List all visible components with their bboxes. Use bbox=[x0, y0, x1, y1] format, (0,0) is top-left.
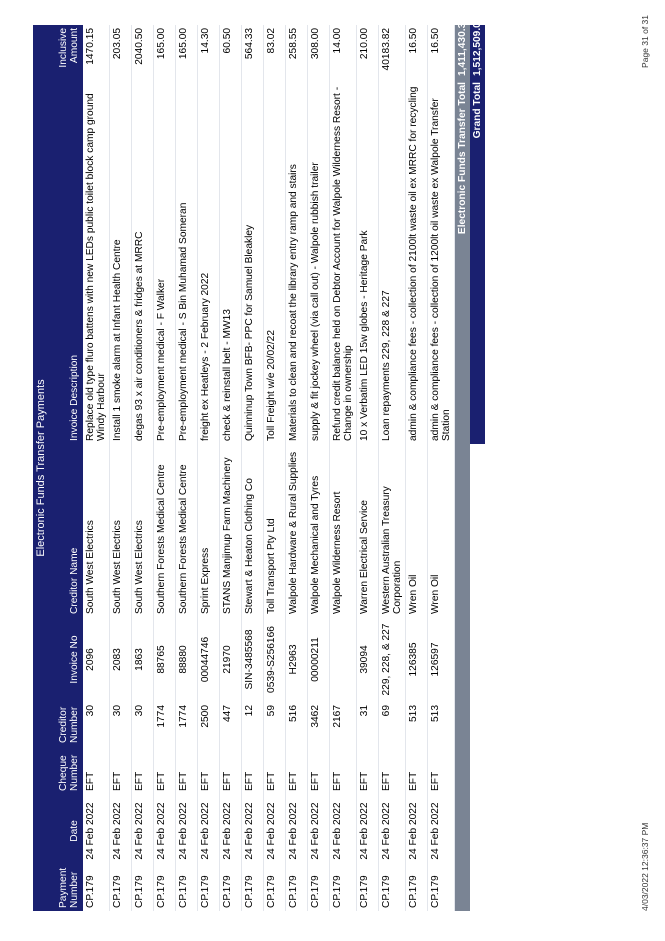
cell-invoice-description: Materials to clean and recoat the library entry ramp and stairs bbox=[285, 79, 307, 444]
table-row bbox=[153, 25, 175, 911]
cell-inclusive-amount: 14.30 bbox=[197, 25, 219, 79]
cell-creditor-name: Walpole Mechanical and Tyres bbox=[307, 444, 329, 617]
cell-invoice-no: 126597 bbox=[427, 617, 454, 702]
cell-inclusive-amount: 40183.82 bbox=[378, 25, 405, 79]
cell-inclusive-amount: 308.00 bbox=[307, 25, 329, 79]
cell-invoice-no: SIN-3485568 bbox=[241, 617, 263, 702]
cell-payment-number: CP.179 bbox=[153, 868, 175, 911]
table-row bbox=[356, 25, 378, 911]
cell-creditor-number: 516 bbox=[285, 702, 307, 746]
cell-cheque-number: EFT bbox=[175, 746, 197, 794]
eft-total-row bbox=[454, 25, 470, 911]
cell-cheque-number: EFT bbox=[405, 746, 427, 794]
table-row bbox=[83, 25, 110, 911]
col-invoice-no: Invoice No bbox=[51, 617, 83, 702]
col-payment-number: Payment Number bbox=[51, 868, 83, 911]
table-row bbox=[329, 25, 356, 911]
cell-creditor-name: South West Electrics bbox=[109, 444, 131, 617]
cell-date: 24 Feb 2022 bbox=[356, 794, 378, 868]
table-row bbox=[285, 25, 307, 911]
cell-inclusive-amount: 564.33 bbox=[241, 25, 263, 79]
cell-creditor-name: Southern Forests Medical Centre bbox=[153, 444, 175, 617]
cell-invoice-description: Pre-employment medical - S Bin Muhamad Someran bbox=[175, 79, 197, 444]
cell-creditor-name: South West Electrics bbox=[131, 444, 153, 617]
col-creditor-name: Creditor Name bbox=[51, 444, 83, 617]
cell-inclusive-amount: 210.00 bbox=[356, 25, 378, 79]
cell-creditor-name: Wren Oil bbox=[427, 444, 454, 617]
cell-date: 24 Feb 2022 bbox=[109, 794, 131, 868]
cell-cheque-number: EFT bbox=[131, 746, 153, 794]
cell-inclusive-amount: 1470.15 bbox=[83, 25, 110, 79]
cell-cheque-number: EFT bbox=[427, 746, 454, 794]
cell-invoice-no: 00000211 bbox=[307, 617, 329, 702]
cell-invoice-description: supply & fit jockey wheel (via call out) - Walpole rubbish trailer bbox=[307, 79, 329, 444]
table-row bbox=[378, 25, 405, 911]
cell-inclusive-amount: 14.00 bbox=[329, 25, 356, 79]
table-row bbox=[197, 25, 219, 911]
cell-invoice-no: 39094 bbox=[356, 617, 378, 702]
cell-payment-number: CP.179 bbox=[405, 868, 427, 911]
cell-creditor-number: 69 bbox=[378, 702, 405, 746]
cell-date: 24 Feb 2022 bbox=[329, 794, 356, 868]
cell-payment-number: CP.179 bbox=[263, 868, 285, 911]
cell-payment-number: CP.179 bbox=[427, 868, 454, 911]
eft-payments-table-wrapper bbox=[33, 16, 485, 911]
table-row bbox=[307, 25, 329, 911]
cell-invoice-description: 10 x Verbatim LED 15w globes - Heritage Park bbox=[356, 79, 378, 444]
cell-cheque-number: EFT bbox=[329, 746, 356, 794]
cell-cheque-number: EFT bbox=[378, 746, 405, 794]
col-inclusive-amount: Inclusive Amount bbox=[51, 25, 83, 79]
cell-creditor-name: South West Electrics bbox=[83, 444, 110, 617]
col-cheque-number: Cheque Number bbox=[51, 746, 83, 794]
cell-invoice-description: check & reinstall belt - MW13 bbox=[219, 79, 241, 444]
cell-invoice-description: degas 93 x air conditioners & fridges at MRRC bbox=[131, 79, 153, 444]
cell-inclusive-amount: 16.50 bbox=[405, 25, 427, 79]
cell-cheque-number: EFT bbox=[83, 746, 110, 794]
cell-cheque-number: EFT bbox=[263, 746, 285, 794]
cell-date: 24 Feb 2022 bbox=[285, 794, 307, 868]
cell-date: 24 Feb 2022 bbox=[378, 794, 405, 868]
cell-payment-number: CP.179 bbox=[175, 868, 197, 911]
cell-creditor-name: Southern Forests Medical Centre bbox=[175, 444, 197, 617]
cell-inclusive-amount: 60.50 bbox=[219, 25, 241, 79]
cell-invoice-no: 2096 bbox=[83, 617, 110, 702]
cell-cheque-number: EFT bbox=[307, 746, 329, 794]
cell-creditor-number: 1774 bbox=[153, 702, 175, 746]
cell-creditor-name: Stewart & Heaton Clothing Co bbox=[241, 444, 263, 617]
cell-date: 24 Feb 2022 bbox=[219, 794, 241, 868]
cell-cheque-number: EFT bbox=[153, 746, 175, 794]
cell-cheque-number: EFT bbox=[356, 746, 378, 794]
table-title: Electronic Funds Transfer Payments bbox=[33, 25, 51, 911]
cell-creditor-number: 31 bbox=[356, 702, 378, 746]
col-date: Date bbox=[51, 794, 83, 868]
cell-creditor-number: 30 bbox=[109, 702, 131, 746]
cell-invoice-description: Loan repayments 229, 228 & 227 bbox=[378, 79, 405, 444]
cell-payment-number: CP.179 bbox=[356, 868, 378, 911]
cell-invoice-description: Quinninup Town BFB- PPC for Samuel Bleakley bbox=[241, 79, 263, 444]
cell-invoice-no: 21970 bbox=[219, 617, 241, 702]
cell-inclusive-amount: 165.00 bbox=[153, 25, 175, 79]
cell-creditor-name: Walpole Wilderness Resort bbox=[329, 444, 356, 617]
table-row bbox=[427, 25, 454, 911]
cell-payment-number: CP.179 bbox=[109, 868, 131, 911]
cell-creditor-name: Warren Electrical Service bbox=[356, 444, 378, 617]
cell-invoice-no: 126385 bbox=[405, 617, 427, 702]
table-row bbox=[131, 25, 153, 911]
print-timestamp: 4/03/2022 12:36:37 PM bbox=[640, 822, 650, 911]
cell-creditor-number: 59 bbox=[263, 702, 285, 746]
cell-payment-number: CP.179 bbox=[241, 868, 263, 911]
cell-invoice-no: H2963 bbox=[285, 617, 307, 702]
cell-invoice-description: Pre-employment medical - F Walker bbox=[153, 79, 175, 444]
col-creditor-number: Creditor Number bbox=[51, 702, 83, 746]
cell-creditor-number: 30 bbox=[83, 702, 110, 746]
cell-payment-number: CP.179 bbox=[307, 868, 329, 911]
cell-payment-number: CP.179 bbox=[197, 868, 219, 911]
cell-creditor-name: Wren Oil bbox=[405, 444, 427, 617]
cell-invoice-no: 88880 bbox=[175, 617, 197, 702]
cell-payment-number: CP.179 bbox=[83, 868, 110, 911]
cell-cheque-number: EFT bbox=[109, 746, 131, 794]
table-row bbox=[219, 25, 241, 911]
table-row bbox=[263, 25, 285, 911]
cell-inclusive-amount: 83.02 bbox=[263, 25, 285, 79]
cell-creditor-number: 2500 bbox=[197, 702, 219, 746]
cell-creditor-number: 1774 bbox=[175, 702, 197, 746]
cell-date: 24 Feb 2022 bbox=[307, 794, 329, 868]
table-row bbox=[175, 25, 197, 911]
page-number: Page 31 of 31 bbox=[640, 15, 650, 68]
cell-date: 24 Feb 2022 bbox=[241, 794, 263, 868]
cell-payment-number: CP.179 bbox=[219, 868, 241, 911]
eft-total-label: Electronic Funds Transfer Total bbox=[454, 79, 470, 444]
cell-cheque-number: EFT bbox=[197, 746, 219, 794]
cell-cheque-number: EFT bbox=[285, 746, 307, 794]
cell-invoice-description: Replace old type fluro battens with new LEDs public toilet block camp ground Windy Harbour bbox=[83, 79, 110, 444]
cell-creditor-name: STANS Manjimup Farm Machinery bbox=[219, 444, 241, 617]
cell-invoice-description: freight ex Heatleys - 2 February 2022 bbox=[197, 79, 219, 444]
eft-total-value: 1,411,430.31 bbox=[454, 25, 470, 79]
cell-creditor-number: 12 bbox=[241, 702, 263, 746]
cell-creditor-number: 30 bbox=[131, 702, 153, 746]
cell-creditor-name: Sprint Express bbox=[197, 444, 219, 617]
table-row bbox=[109, 25, 131, 911]
cell-invoice-no: 0539-S256166 bbox=[263, 617, 285, 702]
cell-invoice-description: Install 1 smoke alarm at Infant Health Centre bbox=[109, 79, 131, 444]
cell-date: 24 Feb 2022 bbox=[405, 794, 427, 868]
cell-creditor-number: 513 bbox=[405, 702, 427, 746]
cell-date: 24 Feb 2022 bbox=[263, 794, 285, 868]
cell-invoice-no bbox=[329, 617, 356, 702]
cell-invoice-description: Refund credit balance held on Debtor Account for Walpole Wilderness Resort - Change in ownership bbox=[329, 79, 356, 444]
cell-date: 24 Feb 2022 bbox=[175, 794, 197, 868]
grand-total-value: 1,512,509.01 bbox=[470, 25, 485, 79]
cell-inclusive-amount: 2040.50 bbox=[131, 25, 153, 79]
cell-invoice-no: 229, 228, & 227 bbox=[378, 617, 405, 702]
cell-creditor-number: 513 bbox=[427, 702, 454, 746]
cell-inclusive-amount: 258.55 bbox=[285, 25, 307, 79]
grand-total-label: Grand Total bbox=[470, 79, 485, 444]
cell-creditor-name: Western Australian Treasury Corporation bbox=[378, 444, 405, 617]
table-row bbox=[405, 25, 427, 911]
cell-date: 24 Feb 2022 bbox=[131, 794, 153, 868]
cell-invoice-description: admin & compliance fees - collection of 1200lt oil waste ex Walpole Transfer Station bbox=[427, 79, 454, 444]
cell-date: 24 Feb 2022 bbox=[153, 794, 175, 868]
cell-creditor-number: 447 bbox=[219, 702, 241, 746]
cell-cheque-number: EFT bbox=[241, 746, 263, 794]
grand-total-row bbox=[470, 25, 485, 911]
cell-creditor-number: 2167 bbox=[329, 702, 356, 746]
cell-date: 24 Feb 2022 bbox=[197, 794, 219, 868]
cell-payment-number: CP.179 bbox=[329, 868, 356, 911]
cell-creditor-name: Walpole Hardware & Rural Supplies bbox=[285, 444, 307, 617]
cell-invoice-no: 2083 bbox=[109, 617, 131, 702]
cell-invoice-description: admin & compliance fees - collection of 2100lt waste oil ex MRRC for recycling bbox=[405, 79, 427, 444]
cell-payment-number: CP.179 bbox=[378, 868, 405, 911]
table-row bbox=[241, 25, 263, 911]
cell-inclusive-amount: 165.00 bbox=[175, 25, 197, 79]
cell-cheque-number: EFT bbox=[219, 746, 241, 794]
cell-payment-number: CP.179 bbox=[285, 868, 307, 911]
cell-creditor-name: Toll Transport Pty Ltd bbox=[263, 444, 285, 617]
cell-date: 24 Feb 2022 bbox=[427, 794, 454, 868]
eft-payments-table bbox=[33, 16, 485, 911]
col-invoice-description: Invoice Description bbox=[51, 79, 83, 444]
column-header-row bbox=[51, 25, 83, 911]
cell-invoice-description: Toll Freight w/e 20/02/22 bbox=[263, 79, 285, 444]
cell-inclusive-amount: 203.05 bbox=[109, 25, 131, 79]
cell-payment-number: CP.179 bbox=[131, 868, 153, 911]
cell-invoice-no: 1863 bbox=[131, 617, 153, 702]
cell-creditor-number: 3462 bbox=[307, 702, 329, 746]
cell-invoice-no: 00044746 bbox=[197, 617, 219, 702]
cell-invoice-no: 88765 bbox=[153, 617, 175, 702]
cell-inclusive-amount: 16.50 bbox=[427, 25, 454, 79]
cell-date: 24 Feb 2022 bbox=[83, 794, 110, 868]
